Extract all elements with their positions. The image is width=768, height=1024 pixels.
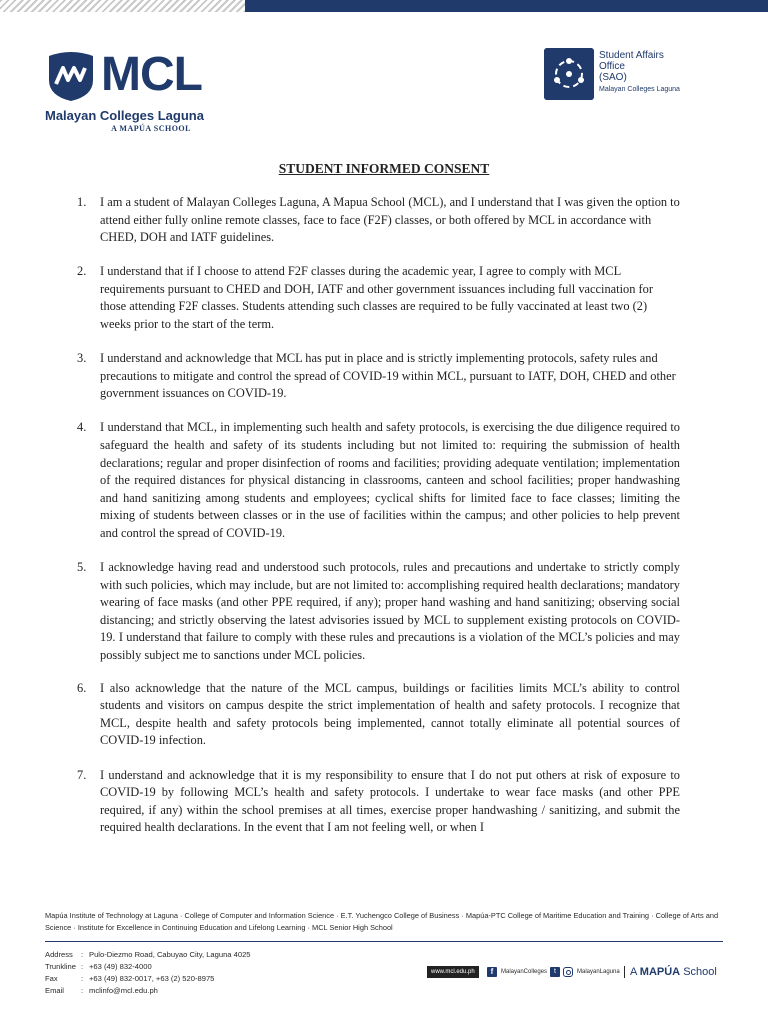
sao-logo xyxy=(544,46,724,102)
contact-separator: : xyxy=(81,974,84,983)
contact-label: Address xyxy=(45,950,73,959)
consent-item-6 xyxy=(60,680,680,750)
contact-value: +63 (49) 832-0017, +63 (2) 520-8975 xyxy=(89,974,215,983)
mapua-prefix: A xyxy=(630,966,637,978)
top-band-solid xyxy=(245,0,768,12)
mapua-suffix: School xyxy=(683,966,717,978)
contact-separator: : xyxy=(81,950,84,959)
sao-title-line1: Student Affairs xyxy=(599,50,664,61)
footer-vertical-divider xyxy=(624,966,625,978)
contact-value: mclinfo@mcl.edu.ph xyxy=(89,986,158,995)
instagram-icon[interactable] xyxy=(563,967,573,977)
school-name: Malayan Colleges Laguna xyxy=(45,108,204,123)
item-number: 1. xyxy=(77,195,87,209)
consent-item-3 xyxy=(60,350,680,403)
consent-list xyxy=(60,194,680,853)
item-text: I am a student of Malayan Colleges Laguna, A Mapua School (MCL), and I understand that I was given the option to attend either fully online remote classes, face to face (F2F) classes, or both offered by MCL in accordance with CHED, DOH and IATF guidelines. xyxy=(100,195,680,245)
contact-row-address xyxy=(45,949,251,961)
contact-separator: : xyxy=(81,962,84,971)
top-band xyxy=(0,0,768,12)
item-text: I understand that if I choose to attend F2F classes during the academic year, I agree to comply with MCL requirements pursuant to CHED and DOH, IATF and other government issuances including full vaccination for those attending F2F classes. Students attending such classes are required to be fully vaccinated at least two (2) weeks prior to the start of the term. xyxy=(100,264,653,332)
school-tagline: A MAPÚA SCHOOL xyxy=(111,124,191,133)
mcl-shield-icon xyxy=(47,50,95,102)
contact-value: Pulo-Diezmo Road, Cabuyao City, Laguna 4025 xyxy=(89,950,251,959)
item-text: I understand that MCL, in implementing such health and safety protocols, is exercising the due diligence required to safeguard the health and safety of its students including but not limited to: requiring the submission of health declarations; regular and proper disinfection of rooms and facilities; providing adequate ventilation; implementation of the required distances for physical distancing in classrooms, canteen and school facilities; proper handwashing and hand sanitizing among students and employees; cyclical shifts for limited face to face classes; limiting the mixing of students between classes or in the use of facilities within the campus; and other policies to help prevent and control the spread of COVID-19. xyxy=(100,420,680,540)
contact-row-trunkline xyxy=(45,961,251,973)
item-number: 4. xyxy=(77,420,87,435)
social-links xyxy=(427,966,727,978)
consent-item-1 xyxy=(60,194,680,247)
facebook-handle[interactable]: MalayanColleges xyxy=(501,969,548,975)
item-text: I understand and acknowledge that MCL has put in place and is strictly implementing protocols, safety rules and precautions to mitigate and control the spread of COVID-19 within MCL, pursuant to IATF, DOH, CHED and other government issuances on COVID-19. xyxy=(100,351,676,401)
top-band-hatch xyxy=(0,0,245,12)
mcl-logo-text: MCL xyxy=(101,48,202,101)
contact-separator: : xyxy=(81,986,84,995)
contact-row-email xyxy=(45,985,251,997)
item-number: 5. xyxy=(77,560,87,575)
mapua-school-mark xyxy=(630,965,717,979)
contact-label: Email xyxy=(45,986,64,995)
document-title: STUDENT INFORMED CONSENT xyxy=(278,161,490,176)
contact-row-fax xyxy=(45,973,251,985)
item-number: 2. xyxy=(77,264,87,279)
item-number: 7. xyxy=(77,767,87,782)
contact-value: +63 (49) 832-4000 xyxy=(89,962,152,971)
item-text: I also acknowledge that the nature of the MCL campus, buildings or facilities limits MCL’s ability to control students and visitors on campus despite the strict implementation of health and safety protocols. I recognize that MCL, despite health and safety protocols being implemented, cannot totally eliminate all potential sources of COVID-19 infection. xyxy=(100,680,680,748)
item-number: 3. xyxy=(77,351,87,366)
contact-label: Fax xyxy=(45,974,58,983)
item-text: I acknowledge having read and understood such protocols, rules and precautions and undertake to strictly comply with such policies, which may include, but are not limited to: accomplishing required health declarations; mandatory wearing of face masks (and other PPE required, if any); proper hand washing and hand sanitizing; observing social distancing; and strictly observing the latest advisories issued by MCL to supplement existing protocols on COVID-19. I understand that failure to comply with these rules and precautions is a violation of the MCL’s policies and may possibly subject me to sanctions under MCL policies. xyxy=(100,560,680,663)
twitter-instagram-handle[interactable]: MalayanLaguna xyxy=(577,969,620,975)
sao-title-line2: Office xyxy=(599,61,625,72)
mcl-logo-row xyxy=(45,46,205,104)
item-number: 6. xyxy=(77,680,87,695)
consent-item-4 xyxy=(60,419,680,542)
sao-badge-icon xyxy=(544,48,594,100)
sao-subtitle: Malayan Colleges Laguna xyxy=(599,86,680,93)
mapua-name: MAPÚA xyxy=(639,966,681,978)
website-link[interactable]: www.mcl.edu.ph xyxy=(427,966,479,978)
contact-details xyxy=(45,949,251,997)
item-text: I understand and acknowledge that it is my responsibility to ensure that I do not put others at risk of exposure to COVID-19 by following MCL’s health and safety protocols. I undertake to wear face masks (and other PPE required, if any) within the school premises at all times, exercise proper handwashing / sanitizing, and submit the required health declarations. In the event that I am not feeling well, or when I xyxy=(100,767,680,835)
consent-item-5 xyxy=(60,559,680,665)
footer-institutions: Mapúa Institute of Technology at Laguna · College of Computer and Information Science · E.T. Yuchengco College of Business · Mapúa-PTC College of Maritime Education and Training · College of Arts and Science · Institute for Excellence in Continuing Education and Lifelong Learning · MCL Senior High School xyxy=(45,911,719,932)
footer-divider xyxy=(45,941,723,942)
mcl-logo xyxy=(45,46,205,132)
facebook-icon[interactable]: f xyxy=(487,967,497,977)
consent-item-7 xyxy=(60,767,680,837)
twitter-icon[interactable]: t xyxy=(550,967,560,977)
sao-title-line3: (SAO) xyxy=(599,72,627,83)
consent-item-2 xyxy=(60,263,680,333)
contact-label: Trunkline xyxy=(45,962,76,971)
